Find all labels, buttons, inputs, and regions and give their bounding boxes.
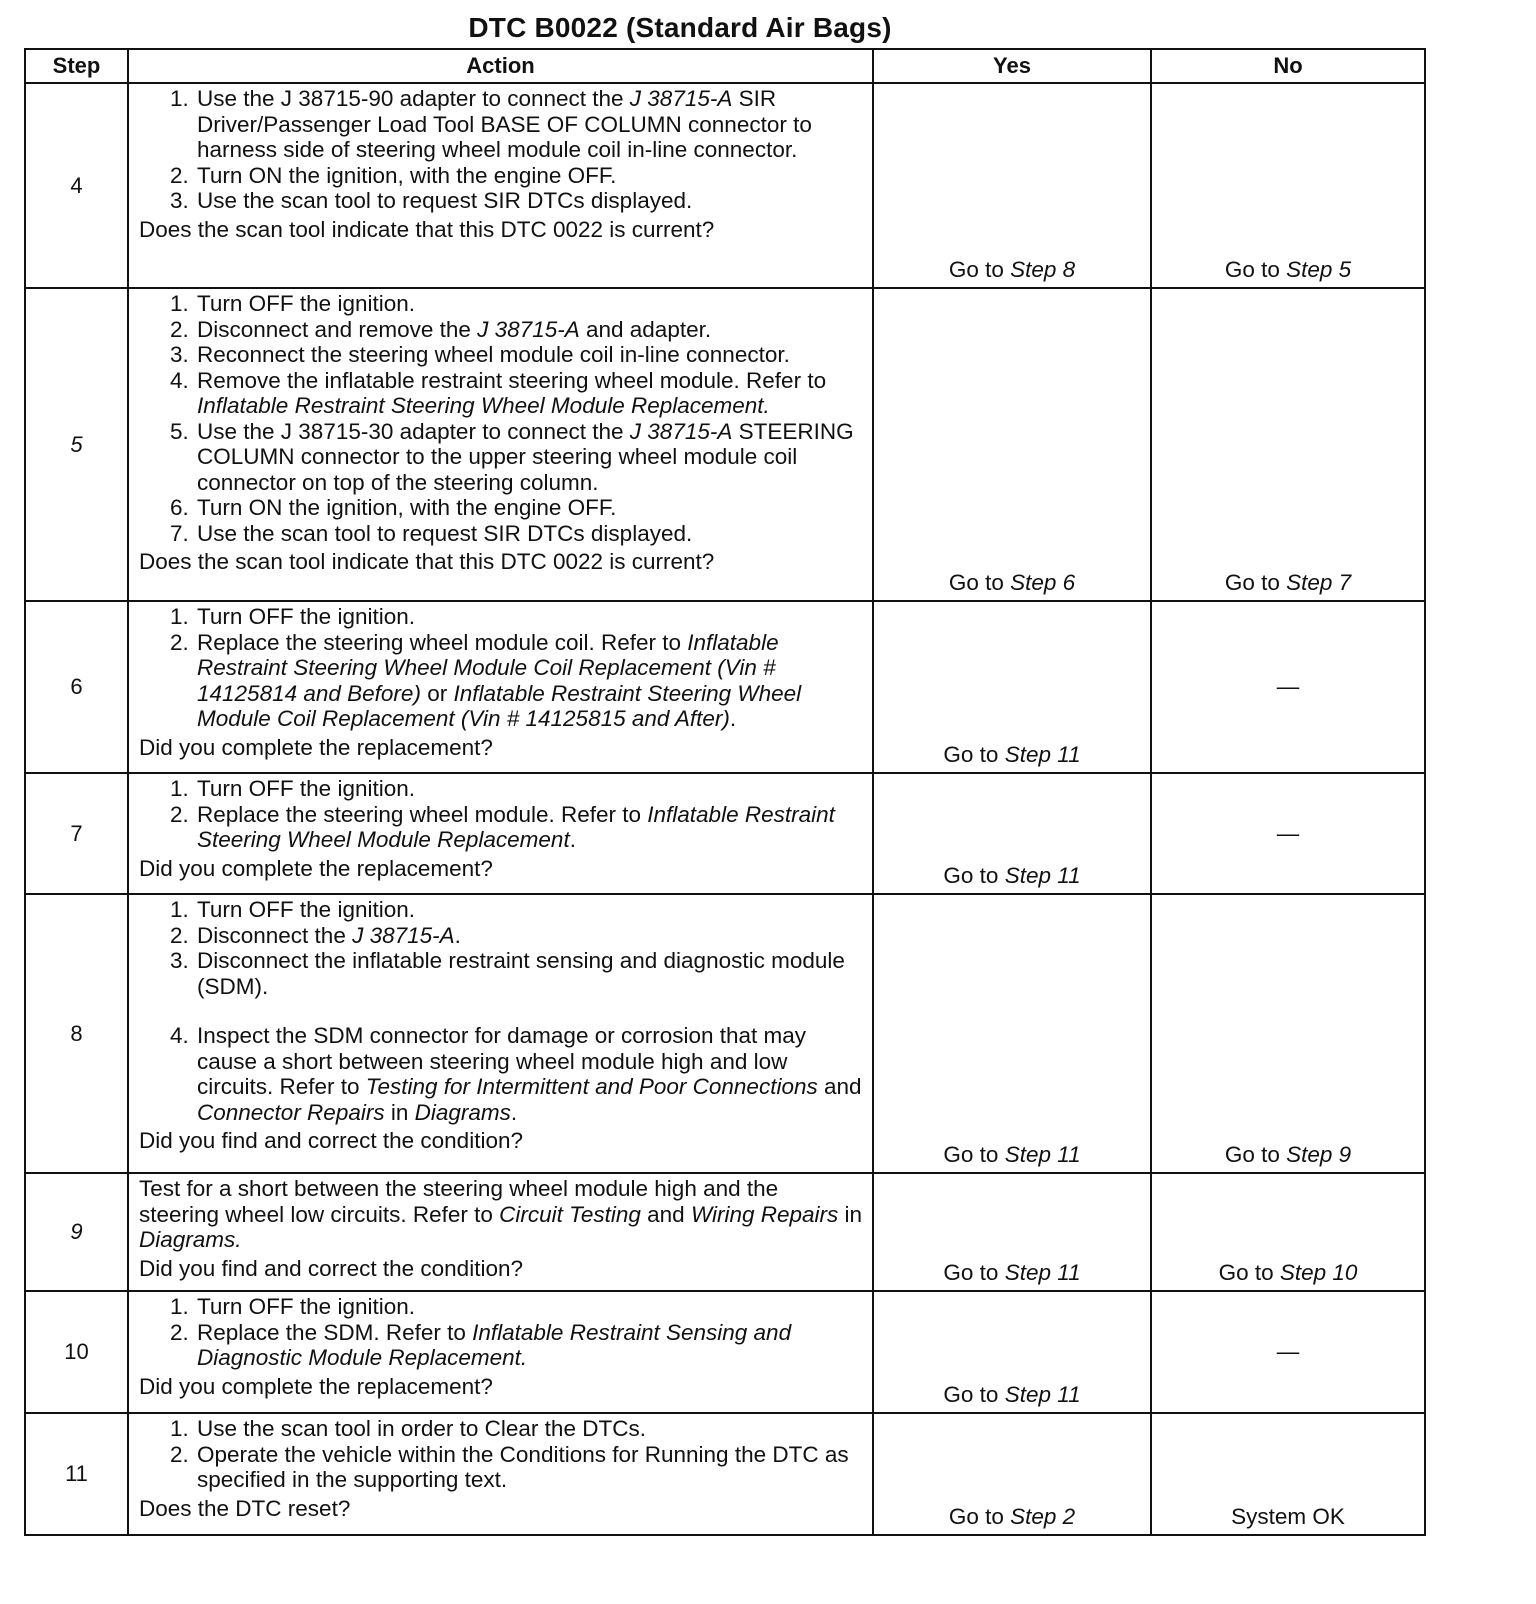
step-number: 10 bbox=[25, 1291, 128, 1413]
action-step: 7. Use the scan tool to request SIR DTCs displayed. bbox=[195, 521, 864, 547]
header-action: Action bbox=[128, 49, 873, 83]
yes-result: Go to Step 6 bbox=[873, 288, 1151, 601]
question-text: Did you complete the replacement? bbox=[139, 855, 493, 881]
yes-result: Go to Step 11 bbox=[873, 1291, 1151, 1413]
question-text: Did you find and correct the condition? bbox=[139, 1128, 523, 1153]
table-row bbox=[25, 894, 1425, 1173]
yes-result: Go to Step 11 bbox=[873, 894, 1151, 1173]
action-step: 6. Turn ON the ignition, with the engine OFF. bbox=[195, 495, 864, 521]
dtc-table bbox=[24, 48, 1426, 1536]
no-result: Go to Step 5 bbox=[1151, 83, 1425, 288]
table-row bbox=[25, 1291, 1425, 1413]
action-step: 2. Turn ON the ignition, with the engine OFF. bbox=[195, 163, 864, 189]
header-no: No bbox=[1151, 49, 1425, 83]
yes-result: Go to Step 11 bbox=[873, 1173, 1151, 1291]
table-row bbox=[25, 773, 1425, 894]
yes-result: Go to Step 11 bbox=[873, 773, 1151, 894]
table-row bbox=[25, 1173, 1425, 1291]
action-step: 2. Disconnect and remove the J 38715-A and adapter. bbox=[195, 317, 864, 343]
question-text: Did you complete the replacement? bbox=[139, 734, 493, 760]
action-cell bbox=[128, 288, 873, 601]
yes-result: Go to Step 8 bbox=[873, 83, 1151, 288]
header-yes: Yes bbox=[873, 49, 1151, 83]
action-steps-list bbox=[139, 776, 864, 853]
page-title: DTC B0022 (Standard Air Bags) bbox=[468, 12, 892, 43]
action-step: 2. Operate the vehicle within the Conditions for Running the DTC as specified in the supporting text. bbox=[195, 1442, 864, 1493]
step-number: 8 bbox=[25, 894, 128, 1173]
action-step: 3. Use the scan tool to request SIR DTCs displayed. bbox=[195, 188, 864, 214]
table-row bbox=[25, 1413, 1425, 1535]
action-step: 1. Use the J 38715-90 adapter to connect the J 38715-A SIR Driver/Passenger Load Tool BASE OF COLUMN connector to harness side of steering wheel module coil in-line connector. bbox=[195, 86, 864, 163]
action-step: 2. Replace the steering wheel module. Refer to Inflatable Restraint Steering Wheel Module Replacement. bbox=[195, 802, 864, 853]
action-step: 1. Turn OFF the ignition. bbox=[195, 1294, 864, 1320]
no-result: — bbox=[1151, 1291, 1425, 1413]
action-steps-list bbox=[139, 897, 864, 1125]
action-steps-list bbox=[139, 1416, 864, 1493]
yes-result: Go to Step 2 bbox=[873, 1413, 1151, 1535]
action-step: 4. Inspect the SDM connector for damage or corrosion that may cause a short between steering wheel module high and low circuits. Refer to Testing for Intermittent and Poor Connections and Connector Repairs in Diagrams. bbox=[195, 1023, 864, 1125]
action-step: 2. Replace the steering wheel module coil. Refer to Inflatable Restraint Steering Wheel Module Coil Replacement (Vin # 14125814 and Before) or Inflatable Restraint Steering Wheel Module Coil Replacement (Vin # 14125815 and After). bbox=[195, 630, 864, 732]
step-number: 6 bbox=[25, 601, 128, 773]
action-step: 1. Turn OFF the ignition. bbox=[195, 291, 864, 317]
action-cell bbox=[128, 1291, 873, 1413]
header-row bbox=[25, 49, 1425, 83]
question-text: Did you find and correct the condition? bbox=[139, 1255, 523, 1281]
action-steps-list bbox=[139, 1294, 864, 1371]
action-step: 3. Reconnect the steering wheel module coil in-line connector. bbox=[195, 342, 864, 368]
action-step: 5. Use the J 38715-30 adapter to connect the J 38715-A STEERING COLUMN connector to the upper steering wheel module coil connector on top of the steering column. bbox=[195, 419, 864, 496]
action-cell bbox=[128, 894, 873, 1173]
action-step: 1. Turn OFF the ignition. bbox=[195, 776, 864, 802]
action-step: 3. Disconnect the inflatable restraint sensing and diagnostic module (SDM). bbox=[195, 948, 864, 999]
action-step: 1. Use the scan tool in order to Clear the DTCs. bbox=[195, 1416, 864, 1442]
action-step: 2. Disconnect the J 38715-A. bbox=[195, 923, 864, 949]
action-step: 1. Turn OFF the ignition. bbox=[195, 897, 864, 923]
step-number: 7 bbox=[25, 773, 128, 894]
no-result: — bbox=[1151, 773, 1425, 894]
header-step: Step bbox=[25, 49, 128, 83]
action-cell bbox=[128, 1173, 873, 1291]
no-result: System OK bbox=[1151, 1413, 1425, 1535]
action-steps-list bbox=[139, 604, 864, 732]
action-cell bbox=[128, 773, 873, 894]
table-row bbox=[25, 83, 1425, 288]
step-number: 5 bbox=[25, 288, 128, 601]
action-cell bbox=[128, 1413, 873, 1535]
step-number: 9 bbox=[25, 1173, 128, 1291]
table-row bbox=[25, 288, 1425, 601]
question-text: Does the scan tool indicate that this DTC 0022 is current? bbox=[139, 549, 715, 574]
action-step: 1. Turn OFF the ignition. bbox=[195, 604, 864, 630]
action-text: Test for a short between the steering wheel module high and the steering wheel low circuits. Refer to Circuit Testing and Wiring Repairs in Diagrams. bbox=[139, 1176, 863, 1252]
yes-result: Go to Step 11 bbox=[873, 601, 1151, 773]
no-result: Go to Step 9 bbox=[1151, 894, 1425, 1173]
action-steps-list bbox=[139, 86, 864, 214]
question-text: Does the scan tool indicate that this DTC 0022 is current? bbox=[139, 216, 715, 242]
question-text: Did you complete the replacement? bbox=[139, 1373, 493, 1399]
action-step: 2. Replace the SDM. Refer to Inflatable Restraint Sensing and Diagnostic Module Replacement. bbox=[195, 1320, 864, 1371]
action-cell bbox=[128, 601, 873, 773]
action-steps-list bbox=[139, 291, 864, 546]
step-number: 11 bbox=[25, 1413, 128, 1535]
table-body bbox=[25, 83, 1425, 1535]
no-result: Go to Step 7 bbox=[1151, 288, 1425, 601]
no-result: Go to Step 10 bbox=[1151, 1173, 1425, 1291]
question-text: Does the DTC reset? bbox=[139, 1495, 351, 1521]
action-step: 4. Remove the inflatable restraint steering wheel module. Refer to Inflatable Restraint Steering Wheel Module Replacement. bbox=[195, 368, 864, 419]
no-result: — bbox=[1151, 601, 1425, 773]
step-number: 4 bbox=[25, 83, 128, 288]
table-row bbox=[25, 601, 1425, 773]
action-cell bbox=[128, 83, 873, 288]
